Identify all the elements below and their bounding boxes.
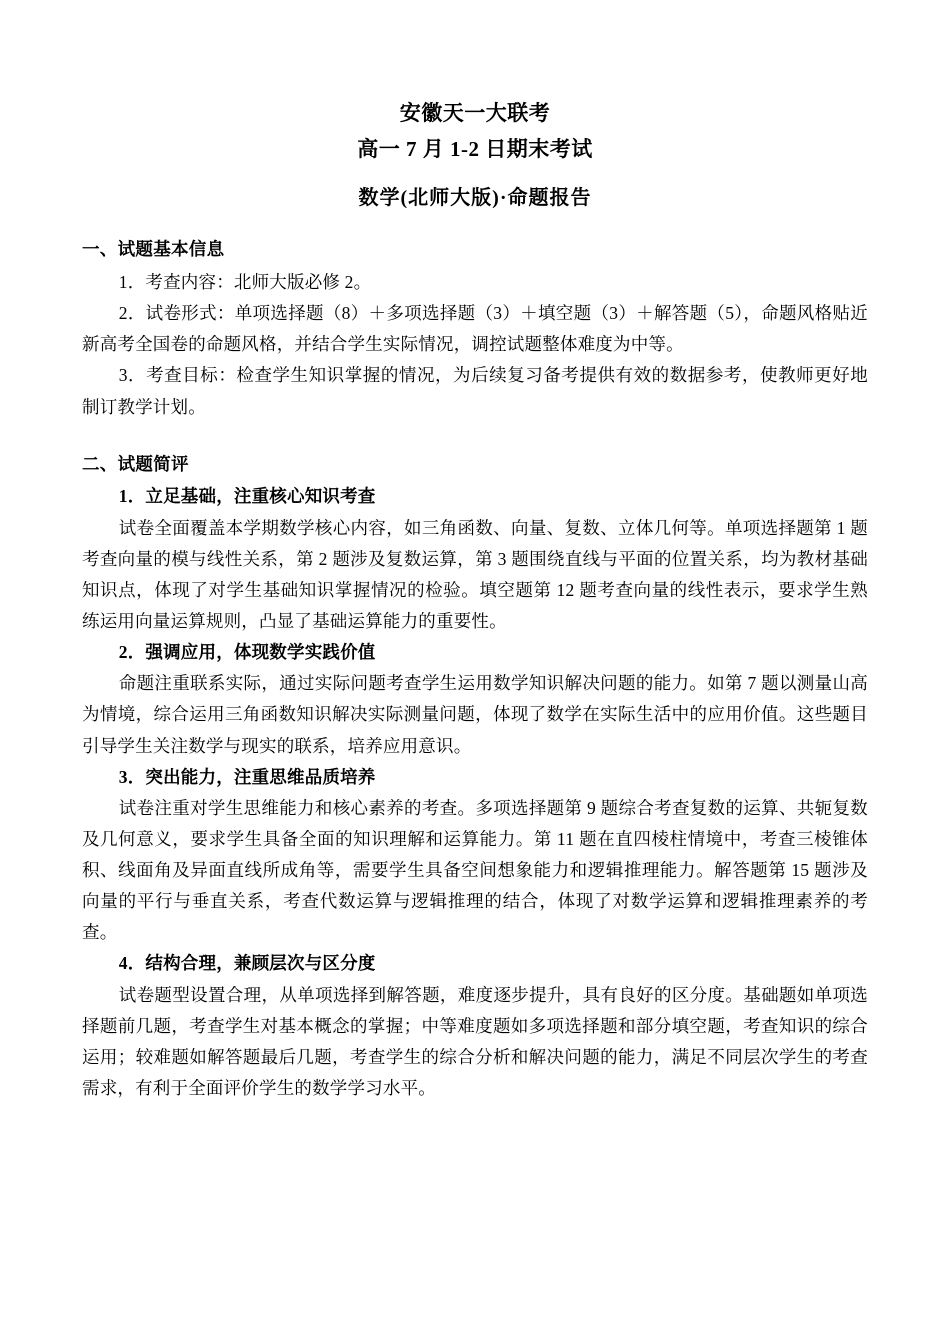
review-item-2-text: 命题注重联系实际，通过实际问题考查学生运用数学知识解决问题的能力。如第 7 题以测量山高为情境，综合运用三角函数知识解决实际测量问题，体现了数学在实际生活中的应用价值。这些题目引导学生关注数学与现实的联系，培养应用意识。 [82,673,868,756]
review-item-3-text: 试卷注重对学生思维能力和核心素养的考查。多项选择题第 9 题综合考查复数的运算、共轭复数及几何意义，要求学生具备全面的知识理解和运算能力。第 11 题在直四棱柱情境中，考查三棱锥体积、线面角及异面直线所成角等，需要学生具备空间想象能力和逻辑推理能力。解答题第 15 题涉及向量的平行与垂直关系，考查代数运算与逻辑推理的结合，体现了对数学运算和逻辑推理素养的考查。 [82,797,868,943]
exam-organization-title: 安徽天一大联考 [399,101,551,125]
review-item-3-title: 3．突出能力，注重思维品质培养 [118,766,376,787]
basic-info-paragraph-3: 3．考查目标：检查学生知识掌握的情况，为后续复习备考提供有效的数据参考，使教师更好地制订教学计划。 [82,365,868,417]
review-item-4-text: 试卷题型设置合理，从单项选择到解答题，难度逐步提升，具有良好的区分度。基础题如单项选择题前几题，考查学生对基本概念的掌握；中等难度题如多项选择题和部分填空题，考查知识的综合运用；较难题如解答题最后几题，考查学生的综合分析和解决问题的能力，满足不同层次学生的考查需求，有利于全面评价学生的数学学习水平。 [82,984,868,1099]
section-heading-review: 二、试题简评 [82,453,189,474]
review-item-1-title: 1．立足基础，注重核心知识考查 [118,486,376,507]
basic-info-paragraph-1: 1．考查内容：北师大版必修 2。 [118,272,372,293]
document-subject-title: 数学(北师大版)·命题报告 [358,187,592,210]
section-review [82,449,868,1104]
basic-info-paragraph-2: 2．试卷形式：单项选择题（8）＋多项选择题（3）＋填空题（3）＋解答题（5），命题风格贴近新高考全国卷的命题风格，并结合学生实际情况，调控试题整体难度为中等。 [82,303,868,355]
review-item-2-title: 2．强调应用，体现数学实践价值 [118,642,376,663]
section-basic-info [82,234,868,422]
section-heading-basic-info: 一、试题基本信息 [82,239,225,260]
document-header [82,96,868,214]
exam-date-title: 高一 7 月 1-2 日期末考试 [357,137,593,162]
review-item-1-text: 试卷全面覆盖本学期数学核心内容，如三角函数、向量、复数、立体几何等。单项选择题第 1 题考查向量的模与线性关系，第 2 题涉及复数运算，第 3 题围绕直线与平面的位置关系，均为教材基础知识点，体现了对学生基础知识掌握情况的检验。填空题第 12 题考查向量的线性表示，要求学生熟练运用向量运算规则，凸显了基础运算能力的重要性。 [82,517,868,631]
review-item-4-title: 4．结构合理，兼顾层次与区分度 [118,953,376,974]
